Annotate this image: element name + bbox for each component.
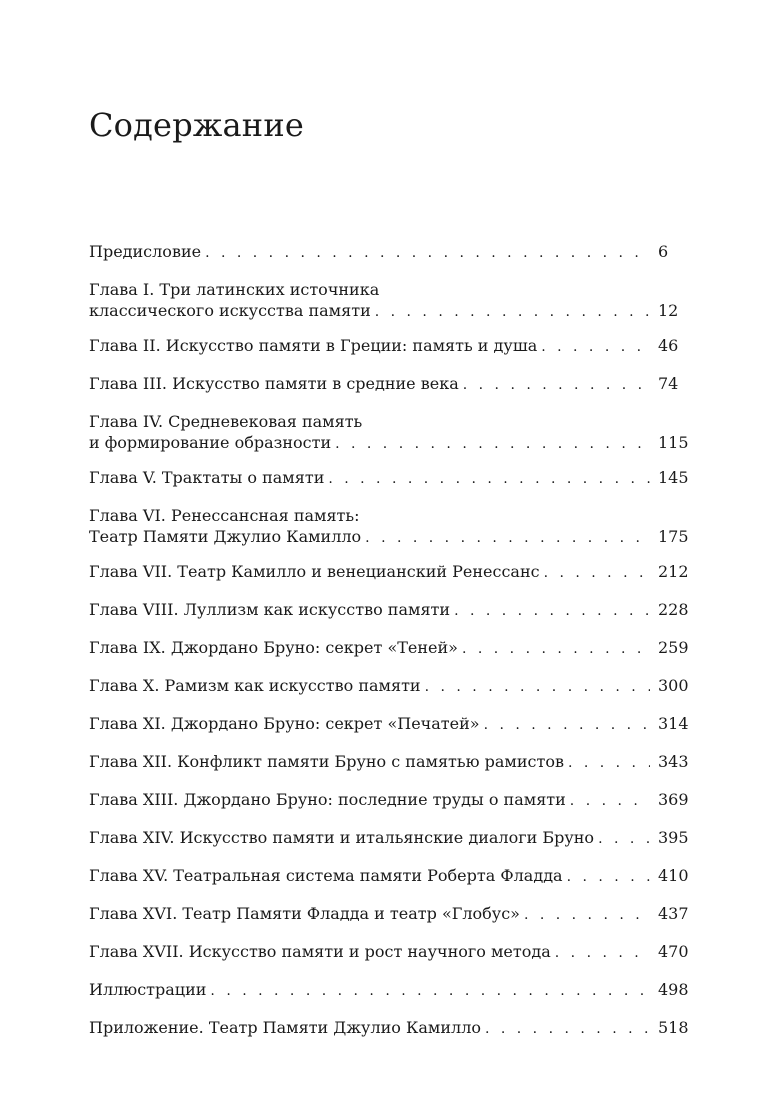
toc-page-number: 369 xyxy=(658,790,689,809)
table-of-contents xyxy=(89,241,689,1055)
toc-page-number: 437 xyxy=(658,904,689,923)
toc-entry xyxy=(89,637,689,660)
toc-page-number: 314 xyxy=(658,714,689,733)
toc-entry xyxy=(89,865,689,888)
toc-entry xyxy=(89,713,689,736)
toc-entry-title: Глава XIII. Джордано Бруно: последние труды о памяти xyxy=(89,790,566,809)
dot-leader xyxy=(555,943,650,964)
toc-entry-row xyxy=(89,526,689,549)
toc-entry-row xyxy=(89,599,689,622)
toc-entry xyxy=(89,751,689,774)
toc-entry-row xyxy=(89,1017,689,1040)
toc-entry xyxy=(89,335,684,358)
toc-page-number: 518 xyxy=(658,1018,689,1037)
toc-page-number: 410 xyxy=(658,866,689,885)
dot-leader xyxy=(524,905,650,926)
toc-entry-row xyxy=(89,941,689,964)
toc-entry xyxy=(89,505,689,549)
toc-entry-row xyxy=(89,675,689,698)
toc-entry-row xyxy=(89,789,689,812)
dot-leader xyxy=(425,677,650,698)
dot-leader xyxy=(210,981,650,1002)
toc-page-number: 259 xyxy=(658,638,689,657)
toc-entry xyxy=(89,903,689,926)
dot-leader xyxy=(463,375,650,396)
toc-entry xyxy=(89,789,689,812)
toc-entry-row xyxy=(89,300,684,323)
toc-entry xyxy=(89,599,689,622)
dot-leader xyxy=(375,302,650,323)
toc-entry-row xyxy=(89,373,684,396)
toc-page-number: 212 xyxy=(658,562,689,581)
toc-entry-title: Глава XIV. Искусство памяти и итальянские диалоги Бруно xyxy=(89,828,595,847)
dot-leader xyxy=(598,829,650,850)
toc-entry xyxy=(89,941,689,964)
dot-leader xyxy=(567,867,650,888)
toc-entry-title: Глава XII. Конфликт памяти Бруно с памятью рамистов xyxy=(89,752,564,771)
toc-entry-row xyxy=(89,561,689,584)
toc-entry-title: Глава XI. Джордано Бруно: секрет «Печатей» xyxy=(89,714,480,733)
dot-leader xyxy=(205,243,650,264)
toc-entry-row xyxy=(89,979,689,1002)
toc-page-number: 46 xyxy=(658,336,679,355)
toc-page-number: 470 xyxy=(658,942,689,961)
toc-entry-row xyxy=(89,241,684,264)
dot-leader xyxy=(485,1019,650,1040)
toc-entry xyxy=(89,827,689,850)
dot-leader xyxy=(570,791,650,812)
toc-page-number: 6 xyxy=(658,242,669,261)
dot-leader xyxy=(454,601,650,622)
toc-entry xyxy=(89,675,689,698)
toc-page-number: 300 xyxy=(658,676,689,695)
toc-entry-title: Иллюстрации xyxy=(89,980,207,999)
toc-entry-row xyxy=(89,827,689,850)
toc-page-number: 12 xyxy=(658,301,679,320)
toc-entry xyxy=(89,1017,689,1040)
toc-entry-row xyxy=(89,432,689,455)
toc-entry-row xyxy=(89,903,689,926)
toc-page-number: 175 xyxy=(658,527,689,546)
page-title: Содержание xyxy=(89,106,304,144)
toc-page-number: 343 xyxy=(658,752,689,771)
toc-entry-row xyxy=(89,637,689,660)
toc-page-number: 228 xyxy=(658,600,689,619)
toc-entry xyxy=(89,979,689,1002)
toc-entry-title: Глава VII. Театр Камилло и венецианский Ренессанс xyxy=(89,562,540,581)
toc-entry-row xyxy=(89,751,689,774)
toc-page-number: 145 xyxy=(658,468,689,487)
toc-entry-title: Глава V. Трактаты о памяти xyxy=(89,468,325,487)
toc-entry-title: и формирование образности xyxy=(89,433,332,452)
dot-leader xyxy=(328,469,650,490)
dot-leader xyxy=(462,639,650,660)
toc-entry xyxy=(89,241,684,264)
toc-entry xyxy=(89,373,684,396)
toc-entry xyxy=(89,561,689,584)
toc-entry-title: Глава VIII. Луллизм как искусство памяти xyxy=(89,600,451,619)
toc-page-number: 74 xyxy=(658,374,679,393)
dot-leader xyxy=(568,753,650,774)
toc-entry-row xyxy=(89,467,689,490)
dot-leader xyxy=(365,528,650,549)
toc-entry-title: Глава XV. Театральная система памяти Роберта Фладда xyxy=(89,866,563,885)
toc-entry-title-line: Глава I. Три латинских источника xyxy=(89,280,380,299)
toc-entry-title: Глава XVII. Искусство памяти и рост научного метода xyxy=(89,942,551,961)
toc-entry-row xyxy=(89,335,684,358)
toc-entry-title: Глава IX. Джордано Бруно: секрет «Теней» xyxy=(89,638,458,657)
toc-entry-row xyxy=(89,713,689,736)
toc-entry-row xyxy=(89,865,689,888)
toc-entry xyxy=(89,467,689,490)
toc-entry-title: Приложение. Театр Памяти Джулио Камилло xyxy=(89,1018,481,1037)
toc-entry xyxy=(89,411,689,455)
dot-leader xyxy=(541,337,650,358)
toc-page-number: 395 xyxy=(658,828,689,847)
toc-entry xyxy=(89,279,684,323)
toc-page-number: 498 xyxy=(658,980,689,999)
toc-entry-title: классического искусства памяти xyxy=(89,301,371,320)
toc-entry-title: Глава III. Искусство памяти в средние века xyxy=(89,374,459,393)
toc-entry-title: Предисловие xyxy=(89,242,202,261)
dot-leader xyxy=(484,715,650,736)
toc-page-number: 115 xyxy=(658,433,689,452)
toc-entry-title: Глава II. Искусство памяти в Греции: память и душа xyxy=(89,336,538,355)
toc-entry-title-line: Глава IV. Средневековая память xyxy=(89,412,363,431)
dot-leader xyxy=(544,563,650,584)
toc-entry-title-line: Глава VI. Ренессансная память: xyxy=(89,506,360,525)
toc-entry-title: Глава XVI. Театр Памяти Фладда и театр «Глобус» xyxy=(89,904,520,923)
dot-leader xyxy=(335,434,650,455)
toc-entry-title: Театр Памяти Джулио Камилло xyxy=(89,527,362,546)
toc-entry-title: Глава X. Рамизм как искусство памяти xyxy=(89,676,421,695)
